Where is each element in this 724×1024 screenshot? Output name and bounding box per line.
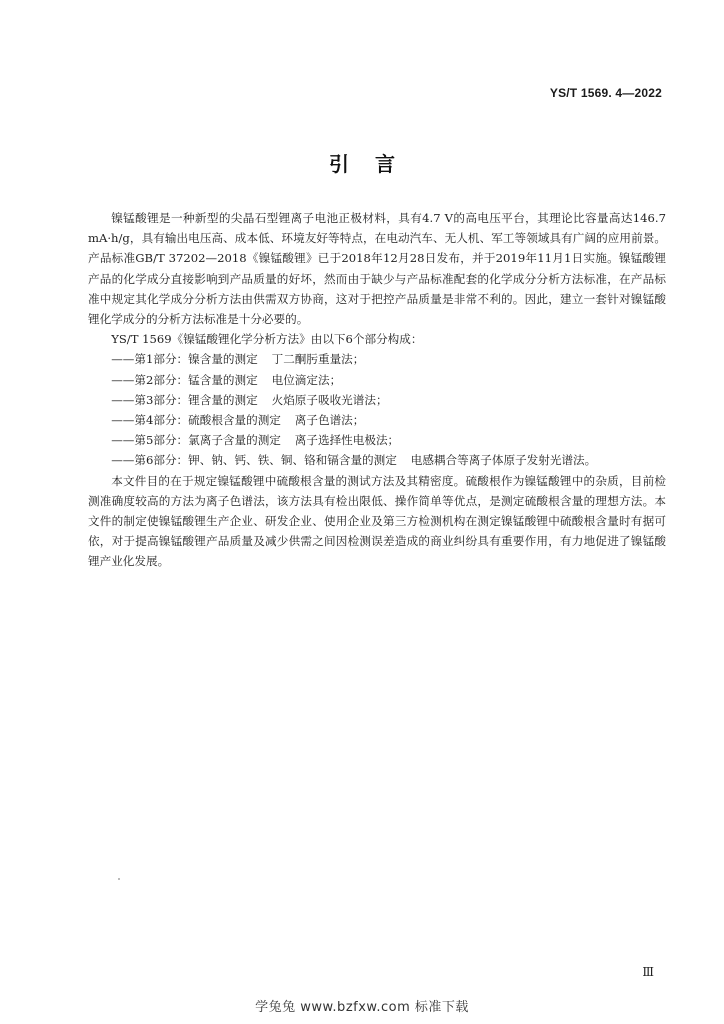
part-method: 离子色谱法； [294,413,365,428]
part-name: ——第4部分：硫酸根含量的测定 [111,413,281,428]
part-name: ——第3部分：锂含量的测定 [111,392,258,407]
page-title: 引言 [329,152,421,176]
part-name: ——第1部分：镍含量的测定 [111,352,258,367]
footer-watermark: 学兔兔 www.bzfxw.com 标准下载 [255,1000,469,1015]
part-method: 火焰原子吸收光谱法； [271,392,388,407]
part-name: ——第2部分：锰含量的测定 [111,372,258,387]
intro-paragraph: 镍锰酸锂是一种新型的尖晶石型锂离子电池正极材料，具有4.7 V的高电压平台，其理论比容量高达146.7 mA·h/g，具有输出电压高、成本低、环境友好等特点，在电动汽车、无人机、军工等领域具有广阔的应用前景。产品标准GB/T 37202—2018《镍锰酸锂》已于2018年12月28日发布，并于2019年11月1日实施。镍锰酸锂产品的化学成分直接影响到产品质量的好坏，然而由于缺少与产品标准配套的化学成分分析方法标准，在产品标准中规定其化学成分分析方法由供需双方协商，这对于把控产品质量是非常不利的。因此，建立一套针对镍锰酸锂化学成分的分析方法标准是十分必要的。 [88,211,666,327]
parts-list [88,349,666,470]
list-item [88,370,666,390]
part-name: ——第6部分：钾、钠、钙、铁、铜、铬和镉含量的测定 [111,453,397,468]
scan-speck [118,878,120,880]
list-item [88,390,666,410]
part-method: 离子选择性电极法； [294,433,400,448]
list-item [88,430,666,450]
part-method: 电感耦合等离子体原子发射光谱法。 [410,453,597,468]
page-number: Ⅲ [642,965,654,979]
document-body [88,208,666,572]
list-item [88,410,666,430]
purpose-paragraph: 本文件目的在于规定镍锰酸锂中硫酸根含量的测试方法及其精密度。硫酸根作为镍锰酸锂中的杂质，目前检测准确度较高的方法为离子色谱法，该方法具有检出限低、操作简单等优点，是测定硫酸根含量的理想方法。本文件的制定使镍锰酸锂生产企业、研发企业、使用企业及第三方检测机构在测定镍锰酸锂中硫酸根含量时有据可依，对于提高镍锰酸锂产品质量及减少供需之间因检测误差造成的商业纠纷具有重要作用，有力地促进了镍锰酸锂产业化发展。 [88,473,666,569]
parts-intro: YS/T 1569《镍锰酸锂化学分析方法》由以下6个部分构成： [111,332,423,347]
list-item [88,450,666,470]
part-method: 丁二酮肟重量法； [271,352,365,367]
part-name: ——第5部分：氯离子含量的测定 [111,433,281,448]
part-method: 电位滴定法； [271,372,342,387]
list-item [88,349,666,369]
standard-code: YS/T 1569. 4—2022 [549,86,662,100]
